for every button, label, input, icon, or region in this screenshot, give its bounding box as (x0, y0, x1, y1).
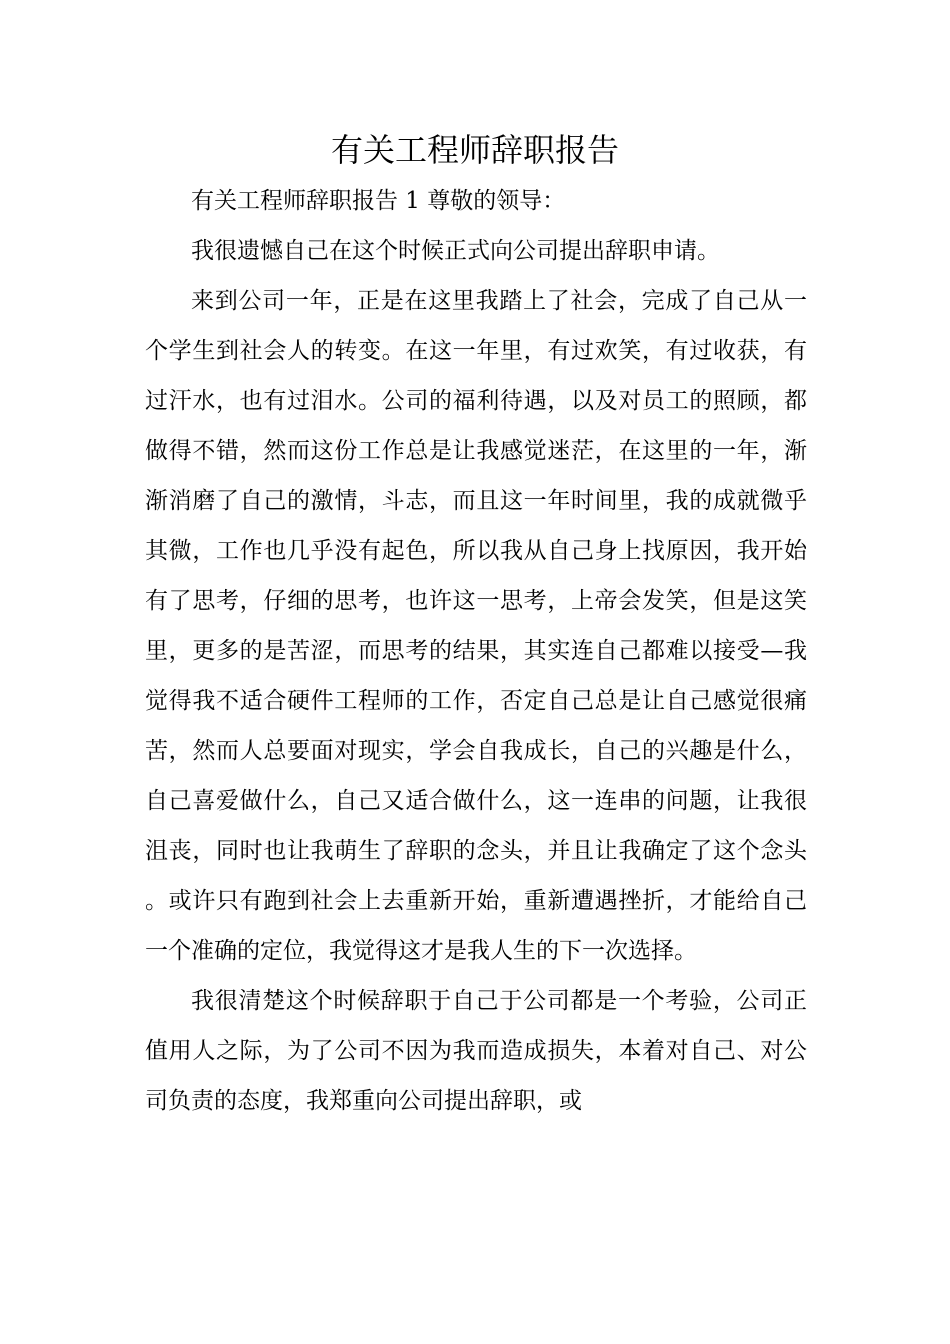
document-title: 有关工程师辞职报告 (330, 131, 619, 169)
document-body (145, 176, 807, 1126)
paragraph-greeting: 有关工程师辞职报告 1 尊敬的领导： (191, 188, 566, 214)
paragraph-decision: 我很清楚这个时候辞职于自己于公司都是一个考验，公司正值用人之际，为了公司不因为我而造成损失，本着对自己、对公司负责的态度，我郑重向公司提出辞职，或 (145, 988, 807, 1114)
paragraph-reason: 来到公司一年，正是在这里我踏上了社会，完成了自己从一个学生到社会人的转变。在这一年里，有过欢笑，有过收获，有过汗水，也有过泪水。公司的福利待遇，以及对员工的照顾，都做得不错，然而这份工作总是让我感觉迷茫，在这里的一年，渐渐消磨了自己的激情，斗志，而且这一年时间里，我的成就微乎其微，工作也几乎没有起色，所以我从自己身上找原因，我开始有了思考，仔细的思考，也许这一思考，上帝会发笑，但是这笑里，更多的是苦涩，而思考的结果，其实连自己都难以接受—我觉得我不适合硬件工程师的工作，否定自己总是让自己感觉很痛苦，然而人总要面对现实，学会自我成长，自己的兴趣是什么，自己喜爱做什么，自己又适合做什么，这一连串的问题，让我很沮丧，同时也让我萌生了辞职的念头，并且让我确定了这个念头。或许只有跑到社会上去重新开始，重新遭遇挫折，才能给自己一个准确的定位，我觉得这才是我人生的下一次选择。 (145, 288, 807, 964)
paragraph-intro: 我很遗憾自己在这个时候正式向公司提出辞职申请。 (191, 238, 720, 264)
